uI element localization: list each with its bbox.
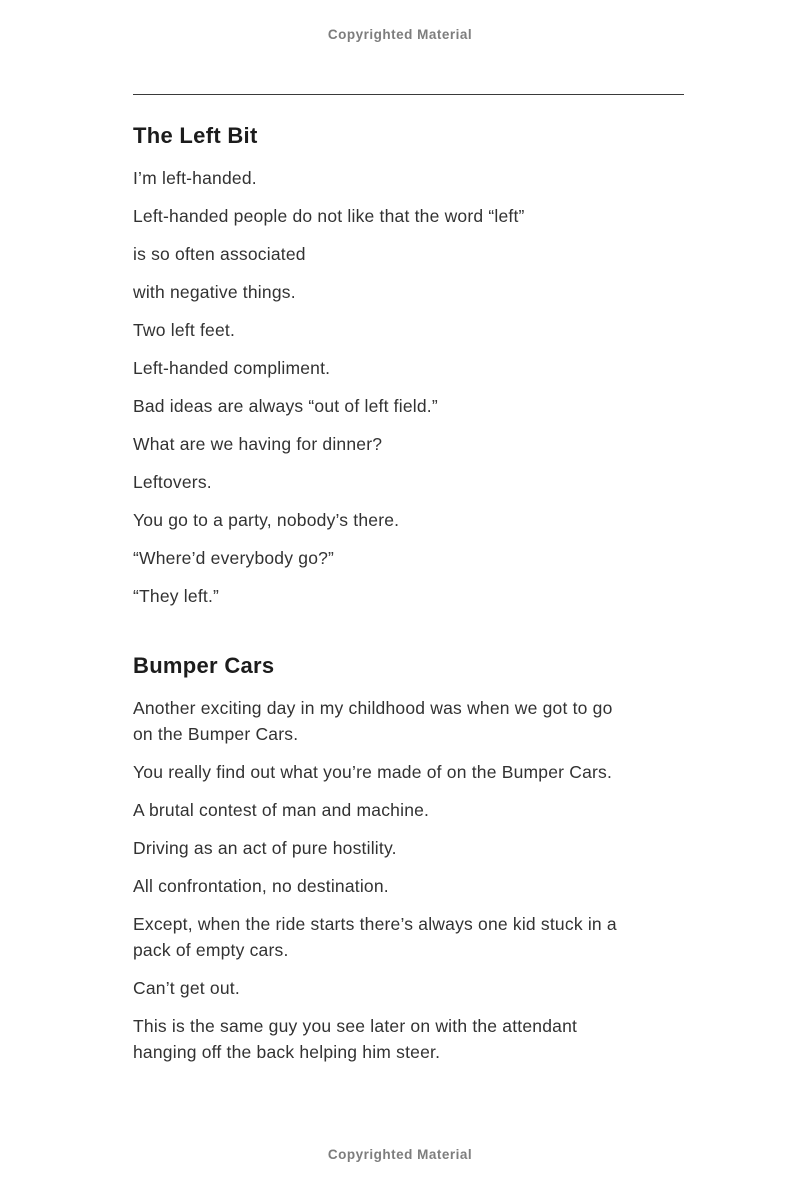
section-title: The Left Bit — [133, 123, 258, 148]
copyright-notice-top: Copyrighted Material — [327, 27, 473, 42]
text-line: Except, when the ride starts there’s always one kid stuck in a — [133, 914, 617, 934]
text-line: Two left feet. — [133, 320, 236, 340]
text-line: Bad ideas are always “out of left field.” — [133, 396, 438, 416]
text-line: with negative things. — [133, 282, 296, 302]
paragraph — [133, 583, 684, 609]
text-line: “Where’d everybody go?” — [133, 548, 335, 568]
paragraph — [133, 469, 684, 495]
text-line: Can’t get out. — [133, 978, 240, 998]
text-line: What are we having for dinner? — [133, 434, 383, 454]
text-line: You really find out what you’re made of on the Bumper Cars. — [133, 762, 613, 782]
text-line: This is the same guy you see later on with the attendant — [133, 1016, 578, 1036]
paragraph — [133, 355, 684, 381]
text-line: I’m left-handed. — [133, 168, 257, 188]
text-line: is so often associated — [133, 244, 306, 264]
text-line: Leftovers. — [133, 472, 212, 492]
paragraph — [133, 545, 684, 571]
text-line: hanging off the back helping him steer. — [133, 1042, 441, 1062]
paragraph — [133, 835, 684, 861]
paragraph — [133, 975, 684, 1001]
section-divider — [133, 94, 684, 95]
paragraph — [133, 797, 684, 823]
text-line: on the Bumper Cars. — [133, 724, 299, 744]
section-title: Bumper Cars — [133, 653, 275, 678]
paragraph — [133, 873, 684, 899]
text-line: “They left.” — [133, 586, 220, 606]
paragraph — [133, 203, 684, 229]
paragraph — [133, 759, 684, 785]
text-line: You go to a party, nobody’s there. — [133, 510, 400, 530]
paragraph — [133, 431, 684, 457]
paragraph — [133, 165, 684, 191]
text-line: All confrontation, no destination. — [133, 876, 389, 896]
paragraph — [133, 393, 684, 419]
paragraph — [133, 507, 684, 533]
section-the-left-bit — [133, 123, 684, 609]
paragraph — [133, 1013, 684, 1065]
text-line: Left-handed compliment. — [133, 358, 331, 378]
text-line: pack of empty cars. — [133, 940, 289, 960]
page-content — [133, 94, 684, 1077]
text-line: Driving as an act of pure hostility. — [133, 838, 397, 858]
paragraph — [133, 241, 684, 267]
section-bumper-cars — [133, 653, 684, 1065]
paragraph — [133, 911, 684, 963]
text-line: Left-handed people do not like that the word “left” — [133, 206, 525, 226]
text-line: Another exciting day in my childhood was when we got to go — [133, 698, 613, 718]
text-line: A brutal contest of man and machine. — [133, 800, 430, 820]
paragraph — [133, 279, 684, 305]
paragraph — [133, 695, 684, 747]
paragraph — [133, 317, 684, 343]
copyright-notice-bottom: Copyrighted Material — [327, 1147, 473, 1162]
